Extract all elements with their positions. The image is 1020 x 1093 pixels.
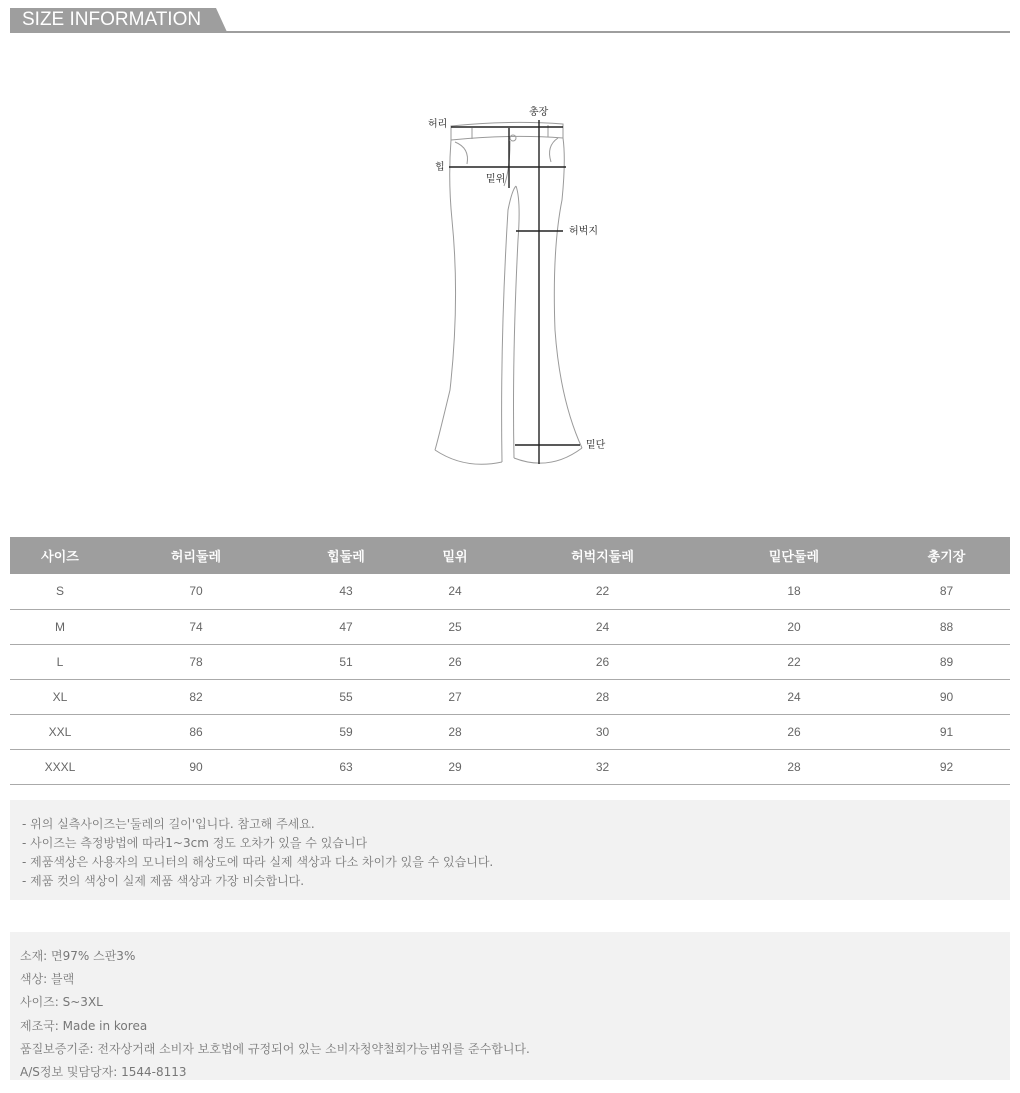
table-cell: 55 bbox=[282, 679, 410, 714]
table-cell: 26 bbox=[705, 714, 883, 749]
column-header: 힙둘레 bbox=[282, 537, 410, 574]
label-hem: 밑단 bbox=[586, 440, 606, 451]
table-cell: 28 bbox=[500, 679, 705, 714]
label-length: 총장 bbox=[529, 107, 549, 118]
table-cell: 70 bbox=[110, 574, 282, 609]
product-as-contact: A/S정보 및담당자: 1544-8113 bbox=[20, 1065, 187, 1080]
header-divider bbox=[10, 31, 1010, 33]
label-thigh: 허벅지 bbox=[569, 226, 598, 237]
table-cell: 24 bbox=[500, 609, 705, 644]
product-material: 소재: 면97% 스판3% bbox=[20, 949, 136, 963]
table-cell: 24 bbox=[410, 574, 500, 609]
section-title: SIZE INFORMATION bbox=[22, 9, 202, 30]
table-cell: XXL bbox=[10, 714, 110, 749]
table-header-row bbox=[10, 537, 1010, 574]
column-header: 허리둘레 bbox=[110, 537, 282, 574]
table-cell: 26 bbox=[500, 644, 705, 679]
size-table bbox=[10, 537, 1010, 785]
table-cell: 82 bbox=[110, 679, 282, 714]
table-cell: 29 bbox=[410, 749, 500, 784]
table-cell: 24 bbox=[705, 679, 883, 714]
table-cell: 63 bbox=[282, 749, 410, 784]
table-row bbox=[10, 679, 1010, 714]
table-cell: 27 bbox=[410, 679, 500, 714]
table-row bbox=[10, 574, 1010, 609]
table-cell: 51 bbox=[282, 644, 410, 679]
table-cell: 86 bbox=[110, 714, 282, 749]
table-cell: M bbox=[10, 609, 110, 644]
table-cell: 92 bbox=[883, 749, 1010, 784]
table-cell: 30 bbox=[500, 714, 705, 749]
table-cell: 32 bbox=[500, 749, 705, 784]
table-cell: 22 bbox=[705, 644, 883, 679]
table-cell: 22 bbox=[500, 574, 705, 609]
label-waist: 허리 bbox=[428, 119, 448, 130]
column-header: 허벅지둘레 bbox=[500, 537, 705, 574]
section-header bbox=[10, 8, 1010, 33]
column-header: 사이즈 bbox=[10, 537, 110, 574]
product-sizes: 사이즈: S~3XL bbox=[20, 995, 103, 1010]
table-cell: 78 bbox=[110, 644, 282, 679]
label-hip: 힙 bbox=[435, 162, 445, 173]
column-header: 밑위 bbox=[410, 537, 500, 574]
table-cell: 20 bbox=[705, 609, 883, 644]
table-cell: XL bbox=[10, 679, 110, 714]
table-cell: 74 bbox=[110, 609, 282, 644]
table-cell: S bbox=[10, 574, 110, 609]
table-row bbox=[10, 644, 1010, 679]
product-warranty: 품질보증기준: 전자상거래 소비자 보호법에 규정되어 있는 소비자청약철회가능범위를 준수합니다. bbox=[20, 1041, 530, 1056]
column-header: 총기장 bbox=[883, 537, 1010, 574]
table-cell: 26 bbox=[410, 644, 500, 679]
table-cell: 47 bbox=[282, 609, 410, 644]
note-line: - 제품색상은 사용자의 모니터의 해상도에 따라 실제 색상과 다소 차이가 있을 수 있습니다. bbox=[22, 855, 494, 869]
table-cell: 90 bbox=[110, 749, 282, 784]
table-cell: 43 bbox=[282, 574, 410, 609]
note-line: - 위의 실측사이즈는'둘레의 길이'입니다. 참고해 주세요. bbox=[22, 817, 315, 831]
pants-measurement-diagram bbox=[420, 100, 620, 470]
table-cell: 25 bbox=[410, 609, 500, 644]
table-cell: 88 bbox=[883, 609, 1010, 644]
table-cell: 59 bbox=[282, 714, 410, 749]
table-cell: 18 bbox=[705, 574, 883, 609]
product-origin: 제조국: Made in korea bbox=[20, 1018, 148, 1033]
table-cell: L bbox=[10, 644, 110, 679]
table-cell: 28 bbox=[410, 714, 500, 749]
table-row bbox=[10, 714, 1010, 749]
table-cell: 90 bbox=[883, 679, 1010, 714]
pants-illustration bbox=[420, 100, 620, 470]
note-line: - 제품 컷의 색상이 실제 제품 색상과 가장 비슷합니다. bbox=[22, 874, 305, 888]
table-row bbox=[10, 749, 1010, 784]
table-cell: 28 bbox=[705, 749, 883, 784]
label-rise: 밑위 bbox=[486, 174, 506, 185]
table-cell: 87 bbox=[883, 574, 1010, 609]
table-cell: 89 bbox=[883, 644, 1010, 679]
table-cell: 91 bbox=[883, 714, 1010, 749]
note-line: - 사이즈는 측정방법에 따라1~3cm 정도 오차가 있을 수 있습니다 bbox=[22, 836, 368, 850]
table-cell: XXXL bbox=[10, 749, 110, 784]
table-row bbox=[10, 609, 1010, 644]
column-header: 밑단둘레 bbox=[705, 537, 883, 574]
product-color: 색상: 블랙 bbox=[20, 972, 75, 987]
product-info-box bbox=[10, 932, 1010, 1080]
size-notes-box bbox=[10, 800, 1010, 900]
